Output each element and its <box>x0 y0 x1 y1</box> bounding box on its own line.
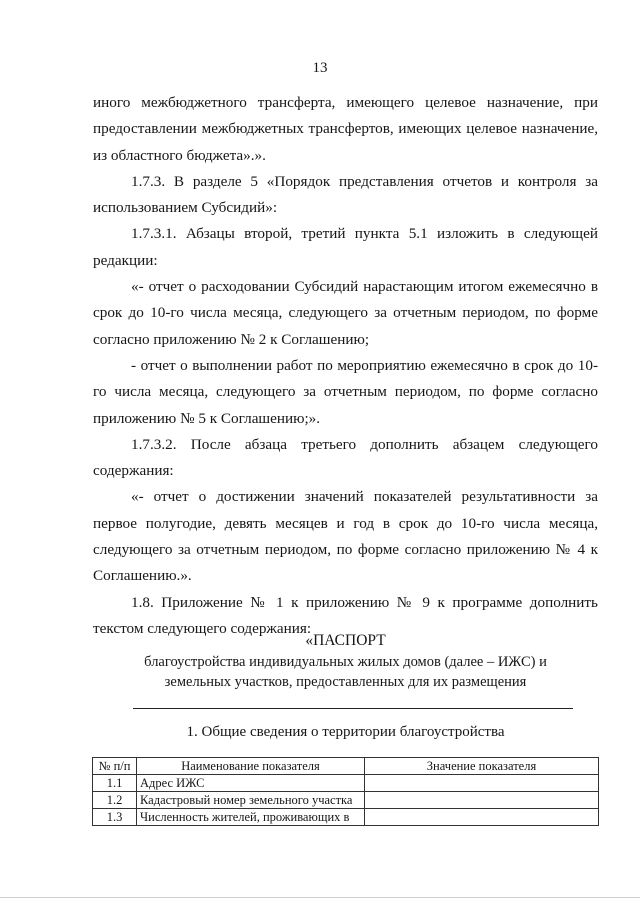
row-indicator-value <box>365 775 599 792</box>
passport-heading <box>93 630 598 692</box>
passport-subtitle-line1: благоустройства индивидуальных жилых домов (далее – ИЖС) и <box>144 654 547 670</box>
header-number: № п/п <box>93 758 137 775</box>
passport-title: «ПАСПОРТ <box>305 632 386 649</box>
paragraph-1-8: 1.8. Приложение № 1 к приложению № 9 к программе дополнить текстом следующего содержания: <box>93 593 598 637</box>
paragraph-quote-report-indicators: «- отчет о достижении значений показателей результативности за первое полугодие, девять месяцев и год в срок до 10-го числа месяца, следующего за отчетным периодом, по форме согласно приложению № 4 к Соглашению.». <box>93 488 598 585</box>
passport-subtitle-line2: земельных участков, предоставленных для их размещения <box>164 674 527 690</box>
section-heading: 1. Общие сведения о территории благоустройства <box>186 724 505 740</box>
header-indicator-value: Значение показателя <box>365 758 599 775</box>
table-row <box>93 792 599 809</box>
row-number: 1.2 <box>93 792 137 809</box>
paragraph-continuation: иного межбюджетного трансферта, имеющего целевое назначение, при предоставлении межбюджетных трансфертов, имеющих целевое назначение, из областного бюджета».». <box>93 94 598 164</box>
paragraph-1-7-3-1: 1.7.3.1. Абзацы второй, третий пункта 5.1 изложить в следующей редакции: <box>93 225 598 269</box>
divider-line <box>133 708 573 709</box>
paragraph-report-works: - отчет о выполнении работ по мероприятию ежемесячно в срок до 10-го числа месяца, следующего за отчетным периодом, по форме согласно приложению № 5 к Соглашению;». <box>93 356 598 427</box>
row-indicator-name: Численность жителей, проживающих в <box>137 809 365 826</box>
paragraph-quote-report-subsidies: «- отчет о расходовании Субсидий нарастающим итогом ежемесячно в срок до 10-го числа месяца, следующего за отчетным периодом, по форме согласно приложению № 2 к Соглашению; <box>93 278 598 348</box>
row-number: 1.3 <box>93 809 137 826</box>
table-row <box>93 809 599 826</box>
header-indicator-name: Наименование показателя <box>137 758 365 775</box>
scan-edge-line <box>0 897 640 898</box>
row-indicator-name: Кадастровый номер земельного участка <box>137 792 365 809</box>
page-number: 13 <box>312 60 328 76</box>
paragraph-1-7-3: 1.7.3. В разделе 5 «Порядок представления отчетов и контроля за использованием Субсидий»: <box>93 172 598 217</box>
document-body <box>93 90 598 642</box>
table-header-row <box>93 758 599 775</box>
row-indicator-value <box>365 809 599 826</box>
row-indicator-name: Адрес ИЖС <box>137 775 365 792</box>
paragraph-1-7-3-2: 1.7.3.2. После абзаца третьего дополнить абзацем следующего содержания: <box>93 435 598 480</box>
row-number: 1.1 <box>93 775 137 792</box>
table-row <box>93 775 599 792</box>
row-indicator-value <box>365 792 599 809</box>
indicators-table <box>92 757 599 826</box>
